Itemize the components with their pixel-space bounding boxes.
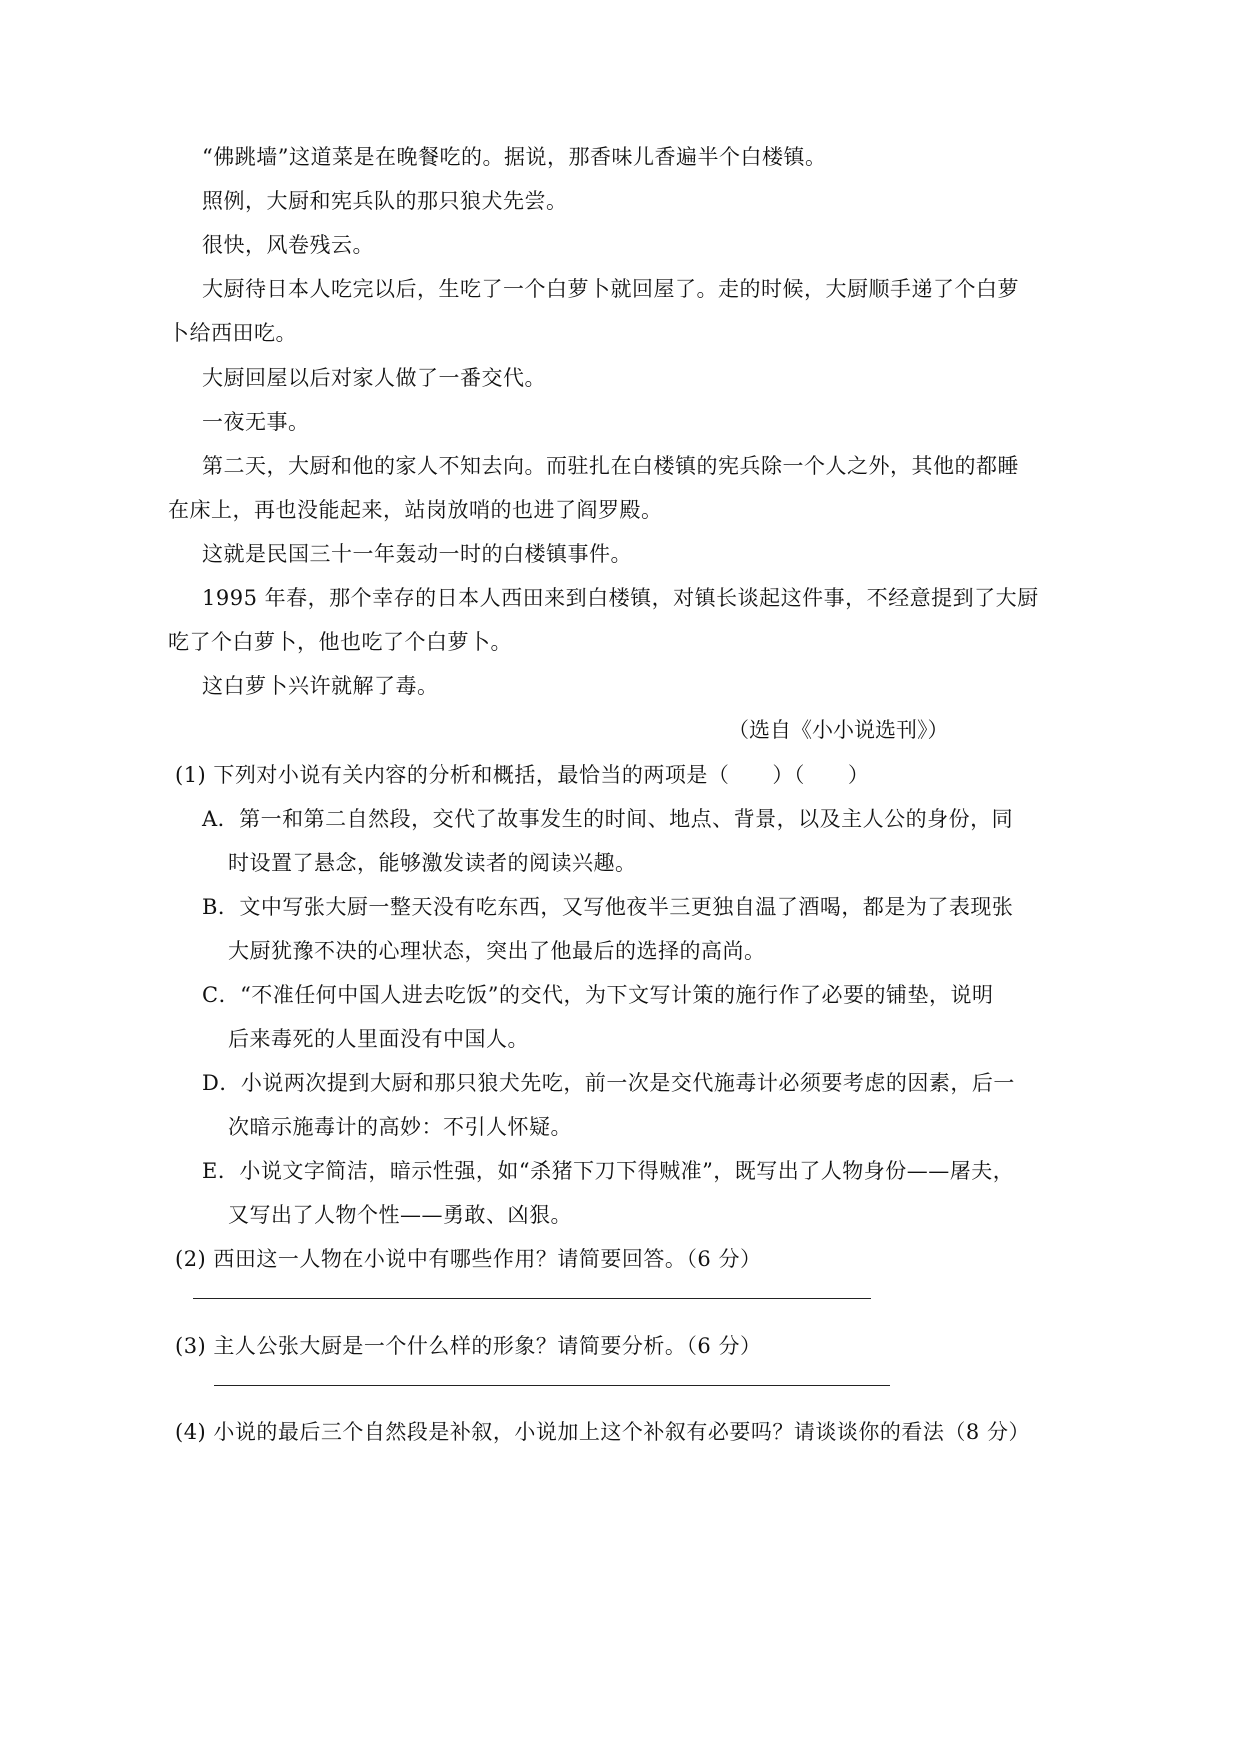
- story-paragraph: 照例，大厨和宪兵队的那只狼犬先尝。: [202, 189, 568, 213]
- story-paragraph: 1995 年春，那个幸存的日本人西田来到白楼镇，对镇长谈起这件事，不经意提到了大厨: [202, 586, 1039, 610]
- story-paragraph: 很快，风卷残云。: [202, 233, 374, 257]
- option-e-continuation: 又写出了人物个性——勇敢、凶狠。: [228, 1203, 572, 1227]
- answer-line-q3[interactable]: [214, 1385, 890, 1386]
- answer-line-q2[interactable]: [193, 1298, 871, 1299]
- option-c-continuation: 后来毒死的人里面没有中国人。: [228, 1027, 529, 1051]
- story-paragraph: 这就是民国三十一年轰动一时的白楼镇事件。: [202, 542, 632, 566]
- question-3: (3) 主人公张大厨是一个什么样的形象？请简要分析。（6 分）: [175, 1334, 762, 1358]
- question-4: (4) 小说的最后三个自然段是补叙，小说加上这个补叙有必要吗？请谈谈你的看法（8 分）: [175, 1420, 1030, 1444]
- option-d: D．小说两次提到大厨和那只狼犬先吃，前一次是交代施毒计必须要考虑的因素，后一: [202, 1071, 1015, 1095]
- story-paragraph: 一夜无事。: [202, 410, 310, 434]
- story-paragraph: 第二天，大厨和他的家人不知去向。而驻扎在白楼镇的宪兵除一个人之外，其他的都睡: [202, 454, 1019, 478]
- story-paragraph: 这白萝卜兴许就解了毒。: [202, 674, 439, 698]
- story-paragraph-continuation: 吃了个白萝卜，他也吃了个白萝卜。: [168, 630, 512, 654]
- option-b: B．文中写张大厨一整天没有吃东西，又写他夜半三更独自温了酒喝，都是为了表现张: [202, 895, 1014, 919]
- option-a-continuation: 时设置了悬念，能够激发读者的阅读兴趣。: [228, 851, 637, 875]
- story-paragraph-continuation: 在床上，再也没能起来，站岗放哨的也进了阎罗殿。: [168, 498, 663, 522]
- story-paragraph-continuation: 卜给西田吃。: [168, 321, 297, 345]
- option-a: A．第一和第二自然段，交代了故事发生的时间、地点、背景，以及主人公的身份，同: [202, 807, 1014, 831]
- source-attribution: （选自《小小说选刊》）: [728, 718, 949, 742]
- option-b-continuation: 大厨犹豫不决的心理状态，突出了他最后的选择的高尚。: [228, 939, 766, 963]
- option-e: E．小说文字简洁，暗示性强，如“杀猪下刀下得贼准”，既写出了人物身份——屠夫，: [202, 1159, 1015, 1183]
- story-paragraph: 大厨待日本人吃完以后，生吃了一个白萝卜就回屋了。走的时候，大厨顺手递了个白萝: [202, 277, 1019, 301]
- option-c: C．“不准任何中国人进去吃饭”的交代，为下文写计策的施行作了必要的铺垫，说明: [202, 983, 994, 1007]
- option-d-continuation: 次暗示施毒计的高妙：不引人怀疑。: [228, 1115, 572, 1139]
- story-paragraph: “佛跳墙”这道菜是在晚餐吃的。据说，那香味儿香遍半个白楼镇。: [202, 145, 827, 169]
- question-1: (1) 下列对小说有关内容的分析和概括，最恰当的两项是（ ）（ ）: [175, 763, 870, 787]
- story-paragraph: 大厨回屋以后对家人做了一番交代。: [202, 366, 546, 390]
- question-2: (2) 西田这一人物在小说中有哪些作用？请简要回答。（6 分）: [175, 1247, 762, 1271]
